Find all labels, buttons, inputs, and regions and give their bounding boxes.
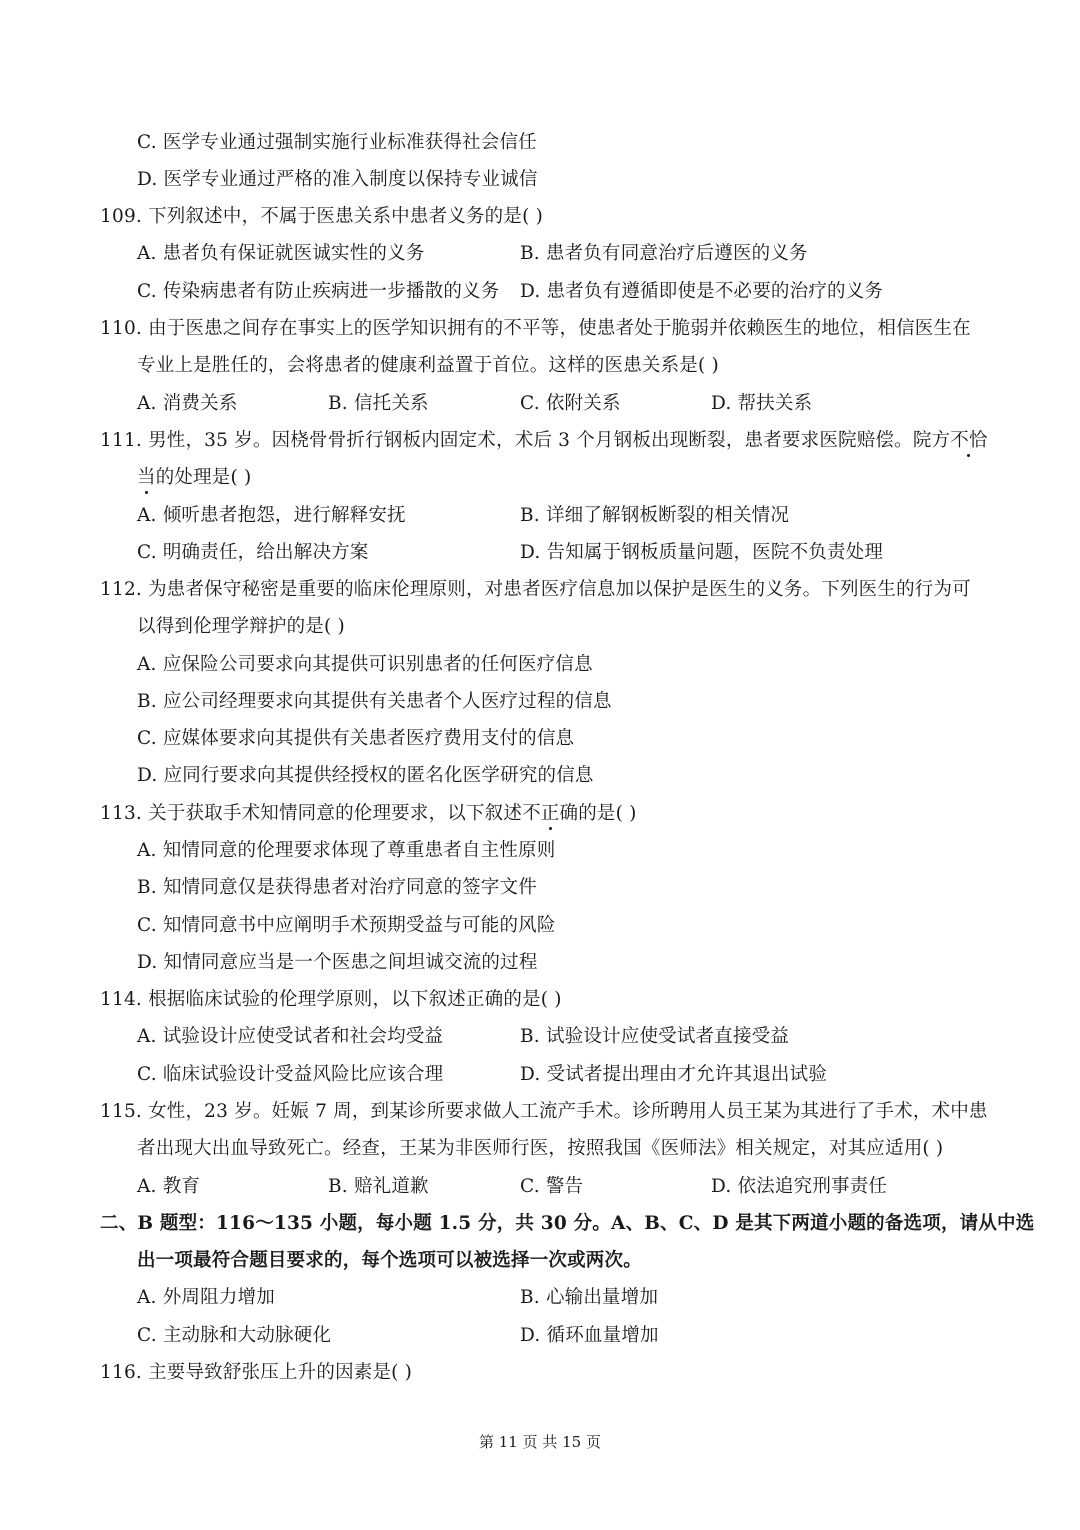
q111-stem-line1 (100, 429, 988, 453)
q112-option-a: A. 应保险公司要求向其提供可识别患者的任何医疗信息 (137, 654, 593, 675)
q110-option-d: D. 帮扶关系 (711, 393, 813, 414)
q109-stem: 109. 下列叙述中，不属于医患关系中患者义务的是( ) (100, 206, 543, 227)
section2-option-b: B. 心输出量增加 (520, 1287, 659, 1308)
q114-stem: 114. 根据临床试验的伦理学原则，以下叙述正确的是( ) (100, 989, 562, 1010)
q109-option-d: D. 患者负有遵循即使是不必要的治疗的义务 (520, 281, 884, 302)
q113-option-b: B. 知情同意仅是获得患者对治疗同意的签字文件 (137, 877, 537, 898)
section2-heading-line1: 二、B 题型：116～135 小题，每小题 1.5 分，共 30 分。A、B、C、D 是其下两道小题的备选项，请从中选 (100, 1213, 1035, 1234)
q110-stem-line1: 110. 由于医患之间存在事实上的医学知识拥有的不平等，使患者处于脆弱并依赖医生的地位，相信医生在 (100, 318, 971, 339)
q113-stem-text: 113. 关于获取手术知情同意的伦理要求，以下叙述 (100, 803, 523, 824)
q109-option-b: B. 患者负有同意治疗后遵医的义务 (520, 243, 808, 264)
q113-emphasis-incorrect: 不正确 (522, 803, 579, 824)
q112-stem-line1: 112. 为患者保守秘密是重要的临床伦理原则，对患者医疗信息加以保护是医生的义务。下列医生的行为可 (100, 579, 971, 600)
q116-stem: 116. 主要导致舒张压上升的因素是( ) (100, 1362, 413, 1383)
q115-option-c: C. 警告 (520, 1176, 584, 1197)
section2-heading-line2: 出一项最符合题目要求的，每个选项可以被选择一次或两次。 (137, 1250, 642, 1271)
q114-option-a: A. 试验设计应使受试者和社会均受益 (137, 1026, 444, 1047)
q111-stem-text-2: 的处理是( ) (155, 467, 252, 488)
q115-option-a: A. 教育 (137, 1176, 201, 1197)
q111-option-d: D. 告知属于钢板质量问题，医院不负责处理 (520, 542, 884, 563)
q113-stem-text-2: 的是( ) (578, 803, 637, 824)
q112-option-d: D. 应同行要求向其提供经授权的匿名化医学研究的信息 (137, 765, 594, 786)
q112-option-b: B. 应公司经理要求向其提供有关患者个人医疗过程的信息 (137, 691, 612, 712)
q111-option-a: A. 倾听患者抱怨，进行解释安抚 (137, 505, 406, 526)
q109-option-a: A. 患者负有保证就医诚实性的义务 (137, 243, 425, 264)
page-number: 第 11 页 共 15 页 (478, 1433, 601, 1451)
q113-stem (100, 802, 637, 826)
q111-emphasis-not-appropriate: 不恰 (950, 430, 988, 451)
q110-stem-line2: 专业上是胜任的，会将患者的健康利益置于首位。这样的医患关系是( ) (137, 355, 719, 376)
q111-emphasis-dang: 当 (137, 467, 156, 488)
q111-stem-line2 (137, 466, 251, 490)
q115-stem-line1: 115. 女性，23 岁。妊娠 7 周，到某诊所要求做人工流产手术。诊所聘用人员王某为其进行了手术，术中患 (100, 1101, 988, 1122)
q110-option-b: B. 信托关系 (328, 393, 429, 414)
q113-option-d: D. 知情同意应当是一个医患之间坦诚交流的过程 (137, 952, 538, 973)
q115-option-b: B. 赔礼道歉 (328, 1176, 429, 1197)
q111-option-b: B. 详细了解钢板断裂的相关情况 (520, 505, 790, 526)
q108-option-c: C. 医学专业通过强制实施行业标准获得社会信任 (137, 132, 537, 153)
q109-option-c: C. 传染病患者有防止疾病进一步播散的义务 (137, 281, 500, 302)
q113-option-a: A. 知情同意的伦理要求体现了尊重患者自主性原则 (137, 840, 556, 861)
q115-stem-line2: 者出现大出血导致死亡。经查，王某为非医师行医，按照我国《医师法》相关规定，对其应适用( ) (137, 1138, 944, 1159)
section2-option-c: C. 主动脉和大动脉硬化 (137, 1325, 332, 1346)
q114-option-b: B. 试验设计应使受试者直接受益 (520, 1026, 790, 1047)
q114-option-d: D. 受试者提出理由才允许其退出试验 (520, 1064, 828, 1085)
q113-option-c: C. 知情同意书中应阐明手术预期受益与可能的风险 (137, 915, 556, 936)
q108-option-d: D. 医学专业通过严格的准入制度以保持专业诚信 (137, 169, 538, 190)
section2-option-d: D. 循环血量增加 (520, 1325, 659, 1346)
q111-stem-text: 111. 男性，35 岁。因桡骨骨折行钢板内固定术，术后 3 个月钢板出现断裂，患者要求医院赔偿。院方 (100, 430, 951, 451)
q112-option-c: C. 应媒体要求向其提供有关患者医疗费用支付的信息 (137, 728, 575, 749)
section2-option-a: A. 外周阻力增加 (137, 1287, 275, 1308)
q111-option-c: C. 明确责任，给出解决方案 (137, 542, 369, 563)
q112-stem-line2: 以得到伦理学辩护的是( ) (137, 616, 345, 637)
q110-option-a: A. 消费关系 (137, 393, 238, 414)
q110-option-c: C. 依附关系 (520, 393, 621, 414)
q114-option-c: C. 临床试验设计受益风险比应该合理 (137, 1064, 444, 1085)
q115-option-d: D. 依法追究刑事责任 (711, 1176, 888, 1197)
